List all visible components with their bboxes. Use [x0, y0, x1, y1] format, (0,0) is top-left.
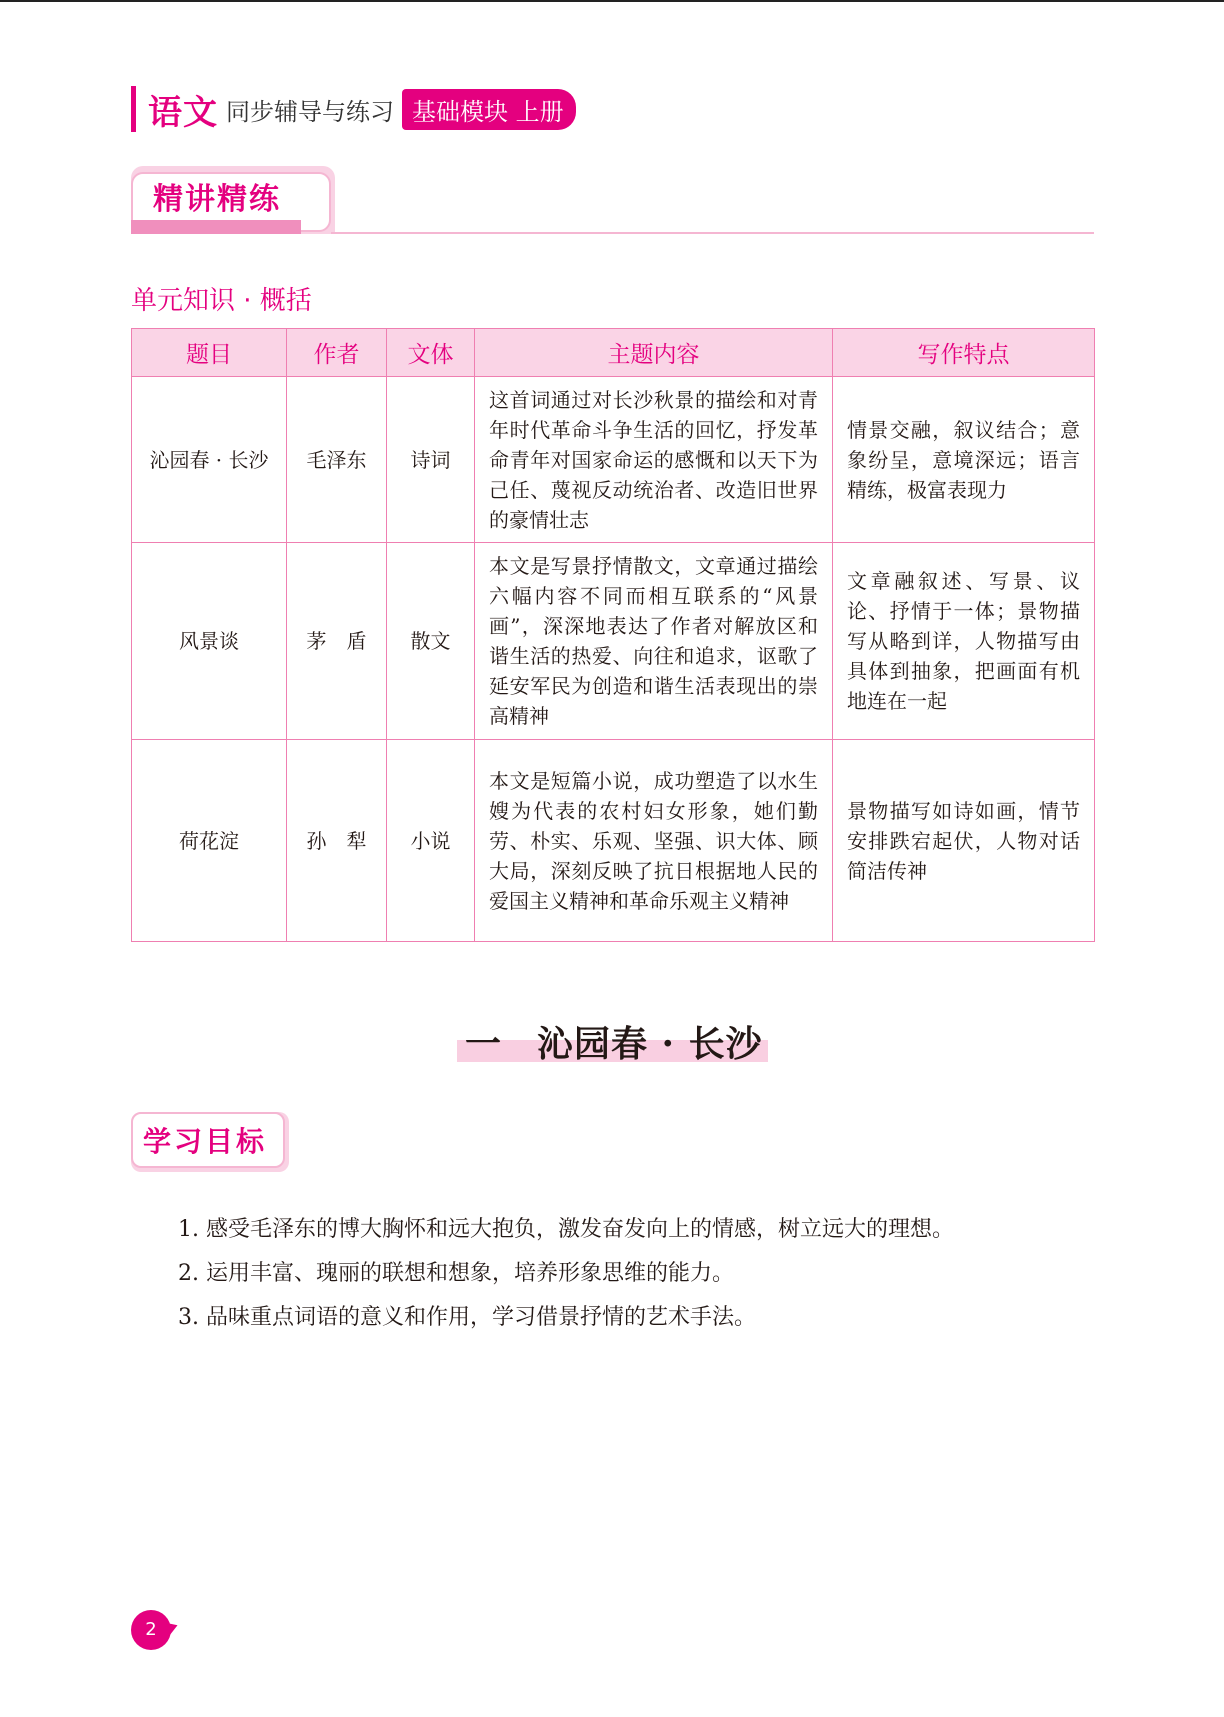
- header-series: 同步辅导与练习: [226, 97, 394, 126]
- col-header-author: 作者: [287, 329, 387, 377]
- section-tab-underline: [131, 220, 301, 234]
- col-header-theme: 主题内容: [475, 329, 833, 377]
- cell-features: 情景交融，叙议结合；意象纷呈，意境深远；语言精练，极富表现力: [833, 377, 1095, 543]
- section-rule: [331, 232, 1094, 234]
- cell-title: 风景谈: [132, 543, 287, 740]
- cell-author: 茅 盾: [287, 543, 387, 740]
- col-header-title: 题目: [132, 329, 287, 377]
- lesson-title: 沁园春 · 长沙: [537, 1023, 763, 1065]
- table-header-row: [132, 329, 1095, 377]
- header-subject: 语文: [148, 92, 218, 133]
- section-subtitle: 单元知识 · 概括: [131, 286, 312, 316]
- header-badge: 基础模块 上册: [402, 89, 576, 130]
- cell-theme: 本文是写景抒情散文，文章通过描绘六幅内容不同而相互联系的“风景画”，深深地表达了作者对解放区和谐生活的热爱、向往和追求，讴歌了延安军民为创造和谐生活表现出的崇高精神: [475, 543, 833, 740]
- lesson-heading: [457, 1018, 768, 1065]
- section-tab-label: 精讲精练: [153, 182, 281, 217]
- cell-genre: 散文: [387, 543, 475, 740]
- cell-features: 文章融叙述、写景、议论、抒情于一体；景物描写从略到详，人物描写由具体到抽象，把画面有机地连在一起: [833, 543, 1095, 740]
- cell-author: 毛泽东: [287, 377, 387, 543]
- list-item: 3. 品味重点词语的意义和作用，学习借景抒情的艺术手法。: [178, 1305, 756, 1330]
- goals-list: [178, 1208, 954, 1340]
- cell-title: 荷花淀: [132, 740, 287, 942]
- cell-theme: 这首词通过对长沙秋景的描绘和对青年时代革命斗争生活的回忆，抒发革命青年对国家命运的感慨和以天下为己任、蔑视反动统治者、改造旧世界的豪情壮志: [475, 377, 833, 543]
- col-header-features: 写作特点: [833, 329, 1095, 377]
- top-rule: [0, 0, 1224, 2]
- cell-genre: 小说: [387, 740, 475, 942]
- goals-tab-label: 学习目标: [143, 1125, 268, 1158]
- cell-title: 沁园春 · 长沙: [132, 377, 287, 543]
- cell-features: 景物描写如诗如画，情节安排跌宕起伏，人物对话简洁传神: [833, 740, 1095, 942]
- knowledge-table: [131, 328, 1095, 942]
- list-item: 2. 运用丰富、瑰丽的联想和想象，培养形象思维的能力。: [178, 1261, 734, 1286]
- table-row: [132, 543, 1095, 740]
- cell-theme: 本文是短篇小说，成功塑造了以水生嫂为代表的农村妇女形象，她们勤劳、朴实、乐观、坚强、识大体、顾大局，深刻反映了抗日根据地人民的爱国主义精神和革命乐观主义精神: [475, 740, 833, 942]
- header-bar: [131, 86, 136, 132]
- list-item: 1. 感受毛泽东的博大胸怀和远大抱负，激发奋发向上的情感，树立远大的理想。: [178, 1217, 954, 1242]
- col-header-genre: 文体: [387, 329, 475, 377]
- table-row: [132, 740, 1095, 942]
- lesson-number: 一: [465, 1023, 502, 1065]
- cell-genre: 诗词: [387, 377, 475, 543]
- goals-tab: [131, 1112, 289, 1172]
- cell-author: 孙 犁: [287, 740, 387, 942]
- table-row: [132, 377, 1095, 543]
- running-header: [131, 84, 576, 134]
- page-number: 2: [131, 1610, 171, 1650]
